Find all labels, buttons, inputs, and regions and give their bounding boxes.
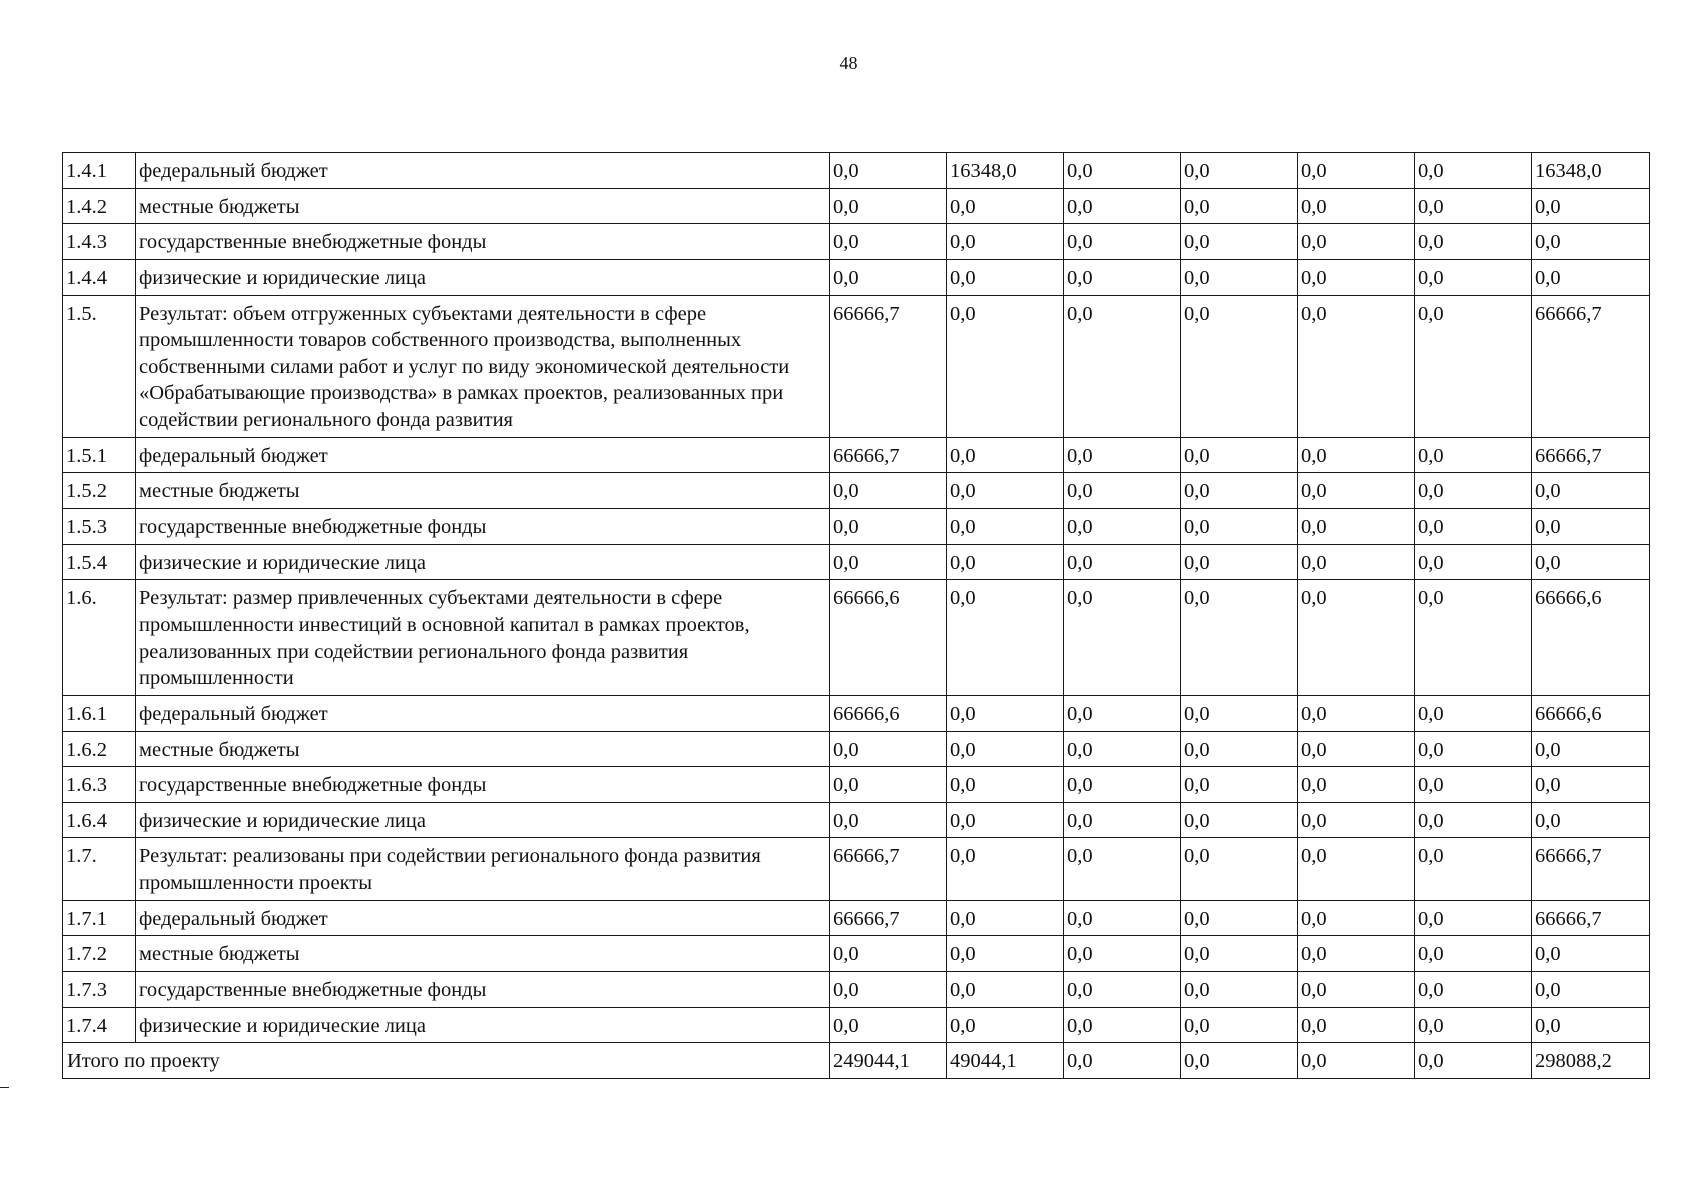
value-cell: 0,0 — [1415, 295, 1532, 437]
value-cell: 0,0 — [830, 802, 947, 838]
table-row — [63, 580, 1650, 696]
row-description: местные бюджеты — [136, 936, 830, 972]
value-cell: 0,0 — [1532, 936, 1650, 972]
value-cell: 0,0 — [1415, 731, 1532, 767]
value-cell: 0,0 — [1298, 188, 1415, 224]
table-row — [63, 259, 1650, 295]
table-row — [63, 838, 1650, 900]
value-cell: 0,0 — [1532, 509, 1650, 545]
row-number: 1.5. — [63, 295, 136, 437]
total-label: Итого по проекту — [63, 1043, 830, 1079]
value-cell: 0,0 — [830, 473, 947, 509]
total-value-cell: 249044,1 — [830, 1043, 947, 1079]
row-description: федеральный бюджет — [136, 695, 830, 731]
value-cell: 0,0 — [830, 936, 947, 972]
row-number: 1.5.4 — [63, 544, 136, 580]
row-number: 1.6.4 — [63, 802, 136, 838]
row-number: 1.5.1 — [63, 437, 136, 473]
value-cell: 0,0 — [1064, 802, 1181, 838]
row-description: физические и юридические лица — [136, 544, 830, 580]
row-number: 1.4.3 — [63, 224, 136, 260]
value-cell: 0,0 — [1064, 473, 1181, 509]
row-description: Результат: размер привлеченных субъектами деятельности в сфере промышленности инвестиций в основной капитал в рамках проектов, реализованных при содействии регионального фонда развития промышленности — [136, 580, 830, 696]
value-cell: 0,0 — [1415, 838, 1532, 900]
value-cell: 0,0 — [1064, 153, 1181, 189]
row-number: 1.6.3 — [63, 767, 136, 803]
value-cell: 0,0 — [1298, 731, 1415, 767]
value-cell: 66666,7 — [830, 437, 947, 473]
value-cell: 66666,7 — [1532, 295, 1650, 437]
value-cell: 0,0 — [1298, 838, 1415, 900]
value-cell: 0,0 — [1532, 259, 1650, 295]
table-row — [63, 295, 1650, 437]
value-cell: 0,0 — [1298, 509, 1415, 545]
value-cell: 0,0 — [1181, 695, 1298, 731]
value-cell: 0,0 — [1181, 473, 1298, 509]
total-value-cell: 0,0 — [1181, 1043, 1298, 1079]
value-cell: 0,0 — [1181, 509, 1298, 545]
row-description: государственные внебюджетные фонды — [136, 767, 830, 803]
row-description: Результат: реализованы при содействии регионального фонда развития промышленности проекты — [136, 838, 830, 900]
value-cell: 0,0 — [1064, 767, 1181, 803]
value-cell: 0,0 — [1181, 838, 1298, 900]
value-cell: 0,0 — [1298, 224, 1415, 260]
table-row — [63, 544, 1650, 580]
row-number: 1.7. — [63, 838, 136, 900]
value-cell: 0,0 — [1415, 580, 1532, 696]
value-cell: 66666,6 — [830, 580, 947, 696]
value-cell: 0,0 — [947, 509, 1064, 545]
value-cell: 0,0 — [1298, 437, 1415, 473]
value-cell: 0,0 — [1532, 767, 1650, 803]
value-cell: 0,0 — [947, 936, 1064, 972]
value-cell: 0,0 — [1181, 1007, 1298, 1043]
value-cell: 0,0 — [1298, 259, 1415, 295]
row-number: 1.6. — [63, 580, 136, 696]
table-row — [63, 473, 1650, 509]
value-cell: 0,0 — [1415, 767, 1532, 803]
value-cell: 0,0 — [1415, 259, 1532, 295]
value-cell: 0,0 — [1064, 188, 1181, 224]
value-cell: 0,0 — [1064, 224, 1181, 260]
value-cell: 66666,7 — [830, 295, 947, 437]
value-cell: 0,0 — [947, 900, 1064, 936]
value-cell: 0,0 — [1415, 802, 1532, 838]
table-row — [63, 900, 1650, 936]
value-cell: 0,0 — [1064, 838, 1181, 900]
value-cell: 0,0 — [947, 544, 1064, 580]
value-cell: 0,0 — [1181, 224, 1298, 260]
row-description: местные бюджеты — [136, 188, 830, 224]
value-cell: 0,0 — [1181, 972, 1298, 1008]
value-cell: 0,0 — [1064, 259, 1181, 295]
value-cell: 16348,0 — [947, 153, 1064, 189]
value-cell: 0,0 — [1415, 224, 1532, 260]
table-row — [63, 695, 1650, 731]
row-description: Результат: объем отгруженных субъектами деятельности в сфере промышленности товаров собственного производства, выполненных собственными силами работ и услуг по виду экономической деятельности «Обрабатывающие производства» в рамках проектов, реализованных при содействии регионального фонда развития — [136, 295, 830, 437]
value-cell: 0,0 — [830, 1007, 947, 1043]
row-number: 1.4.4 — [63, 259, 136, 295]
value-cell: 0,0 — [947, 224, 1064, 260]
row-description: физические и юридические лица — [136, 259, 830, 295]
value-cell: 0,0 — [1415, 153, 1532, 189]
value-cell: 0,0 — [1415, 188, 1532, 224]
value-cell: 0,0 — [1181, 259, 1298, 295]
row-number: 1.5.3 — [63, 509, 136, 545]
total-value-cell: 0,0 — [1298, 1043, 1415, 1079]
table-row — [63, 767, 1650, 803]
row-number: 1.7.4 — [63, 1007, 136, 1043]
value-cell: 0,0 — [1181, 188, 1298, 224]
value-cell: 0,0 — [1181, 580, 1298, 696]
row-description: государственные внебюджетные фонды — [136, 509, 830, 545]
row-description: государственные внебюджетные фонды — [136, 972, 830, 1008]
value-cell: 0,0 — [1181, 767, 1298, 803]
value-cell: 0,0 — [1298, 473, 1415, 509]
table-row — [63, 224, 1650, 260]
value-cell: 0,0 — [1181, 295, 1298, 437]
value-cell: 0,0 — [830, 731, 947, 767]
value-cell: 0,0 — [1415, 473, 1532, 509]
value-cell: 0,0 — [1532, 802, 1650, 838]
value-cell: 0,0 — [830, 972, 947, 1008]
value-cell: 0,0 — [947, 838, 1064, 900]
value-cell: 0,0 — [830, 153, 947, 189]
value-cell: 0,0 — [1298, 900, 1415, 936]
total-value-cell: 298088,2 — [1532, 1043, 1650, 1079]
value-cell: 0,0 — [947, 731, 1064, 767]
value-cell: 0,0 — [1181, 437, 1298, 473]
value-cell: 0,0 — [1298, 695, 1415, 731]
budget-table-footer — [63, 1043, 1650, 1079]
value-cell: 0,0 — [1298, 580, 1415, 696]
value-cell: 0,0 — [1532, 544, 1650, 580]
row-description: физические и юридические лица — [136, 802, 830, 838]
row-number: 1.5.2 — [63, 473, 136, 509]
value-cell: 66666,6 — [830, 695, 947, 731]
total-value-cell: 0,0 — [1415, 1043, 1532, 1079]
value-cell: 0,0 — [830, 224, 947, 260]
row-description: физические и юридические лица — [136, 1007, 830, 1043]
value-cell: 0,0 — [1064, 695, 1181, 731]
value-cell: 0,0 — [947, 767, 1064, 803]
value-cell: 0,0 — [1415, 936, 1532, 972]
total-value-cell: 49044,1 — [947, 1043, 1064, 1079]
value-cell: 0,0 — [1064, 972, 1181, 1008]
value-cell: 0,0 — [947, 473, 1064, 509]
table-row — [63, 188, 1650, 224]
value-cell: 0,0 — [947, 802, 1064, 838]
row-number: 1.4.2 — [63, 188, 136, 224]
value-cell: 0,0 — [830, 544, 947, 580]
page-number: 48 — [839, 53, 858, 73]
value-cell: 0,0 — [1064, 509, 1181, 545]
value-cell: 0,0 — [1064, 900, 1181, 936]
value-cell: 0,0 — [1298, 153, 1415, 189]
table-row — [63, 802, 1650, 838]
value-cell: 0,0 — [1298, 972, 1415, 1008]
table-row — [63, 153, 1650, 189]
value-cell: 0,0 — [1181, 936, 1298, 972]
row-description: местные бюджеты — [136, 731, 830, 767]
value-cell: 0,0 — [1064, 544, 1181, 580]
value-cell: 0,0 — [1298, 1007, 1415, 1043]
row-number: 1.7.2 — [63, 936, 136, 972]
row-description: федеральный бюджет — [136, 153, 830, 189]
row-description: государственные внебюджетные фонды — [136, 224, 830, 260]
value-cell: 0,0 — [1298, 767, 1415, 803]
value-cell: 0,0 — [947, 437, 1064, 473]
row-description: местные бюджеты — [136, 473, 830, 509]
value-cell: 0,0 — [1064, 580, 1181, 696]
value-cell: 16348,0 — [1532, 153, 1650, 189]
table-row — [63, 972, 1650, 1008]
value-cell: 0,0 — [947, 695, 1064, 731]
value-cell: 0,0 — [1181, 544, 1298, 580]
value-cell: 66666,7 — [1532, 437, 1650, 473]
value-cell: 66666,7 — [830, 900, 947, 936]
value-cell: 0,0 — [947, 295, 1064, 437]
value-cell: 0,0 — [830, 767, 947, 803]
value-cell: 0,0 — [1415, 437, 1532, 473]
total-row — [63, 1043, 1650, 1079]
budget-table-body — [63, 153, 1650, 1043]
table-row — [63, 437, 1650, 473]
value-cell: 66666,7 — [1532, 838, 1650, 900]
value-cell: 0,0 — [1532, 731, 1650, 767]
row-description: федеральный бюджет — [136, 437, 830, 473]
value-cell: 0,0 — [947, 580, 1064, 696]
total-value-cell: 0,0 — [1064, 1043, 1181, 1079]
value-cell: 0,0 — [947, 188, 1064, 224]
value-cell: 0,0 — [1415, 695, 1532, 731]
value-cell: 0,0 — [1181, 153, 1298, 189]
value-cell: 0,0 — [1532, 224, 1650, 260]
value-cell: 0,0 — [1298, 544, 1415, 580]
budget-table — [62, 152, 1650, 1079]
value-cell: 0,0 — [947, 1007, 1064, 1043]
row-number: 1.7.1 — [63, 900, 136, 936]
value-cell: 0,0 — [1298, 802, 1415, 838]
table-row — [63, 936, 1650, 972]
table-row — [63, 509, 1650, 545]
value-cell: 0,0 — [1532, 188, 1650, 224]
value-cell: 0,0 — [1064, 437, 1181, 473]
value-cell: 0,0 — [830, 509, 947, 545]
value-cell: 0,0 — [1064, 1007, 1181, 1043]
row-description: федеральный бюджет — [136, 900, 830, 936]
table-row — [63, 1007, 1650, 1043]
row-number: 1.7.3 — [63, 972, 136, 1008]
value-cell: 66666,6 — [1532, 580, 1650, 696]
value-cell: 0,0 — [1181, 731, 1298, 767]
value-cell: 0,0 — [1181, 900, 1298, 936]
value-cell: 0,0 — [1064, 936, 1181, 972]
value-cell: 0,0 — [1532, 1007, 1650, 1043]
value-cell: 0,0 — [1532, 972, 1650, 1008]
value-cell: 66666,7 — [830, 838, 947, 900]
value-cell: 0,0 — [1298, 295, 1415, 437]
row-number: 1.6.2 — [63, 731, 136, 767]
value-cell: 0,0 — [947, 259, 1064, 295]
value-cell: 0,0 — [830, 259, 947, 295]
value-cell: 0,0 — [1415, 544, 1532, 580]
value-cell: 0,0 — [1181, 802, 1298, 838]
value-cell: 66666,7 — [1532, 900, 1650, 936]
value-cell: 66666,6 — [1532, 695, 1650, 731]
value-cell: 0,0 — [1415, 900, 1532, 936]
value-cell: 0,0 — [1415, 1007, 1532, 1043]
value-cell: 0,0 — [830, 188, 947, 224]
row-number: 1.6.1 — [63, 695, 136, 731]
value-cell: 0,0 — [1415, 972, 1532, 1008]
value-cell: 0,0 — [1064, 731, 1181, 767]
row-number: 1.4.1 — [63, 153, 136, 189]
value-cell: 0,0 — [1532, 473, 1650, 509]
value-cell: 0,0 — [1298, 936, 1415, 972]
value-cell: 0,0 — [1064, 295, 1181, 437]
table-row — [63, 731, 1650, 767]
value-cell: 0,0 — [947, 972, 1064, 1008]
value-cell: 0,0 — [1415, 509, 1532, 545]
margin-mark — [0, 1087, 9, 1088]
